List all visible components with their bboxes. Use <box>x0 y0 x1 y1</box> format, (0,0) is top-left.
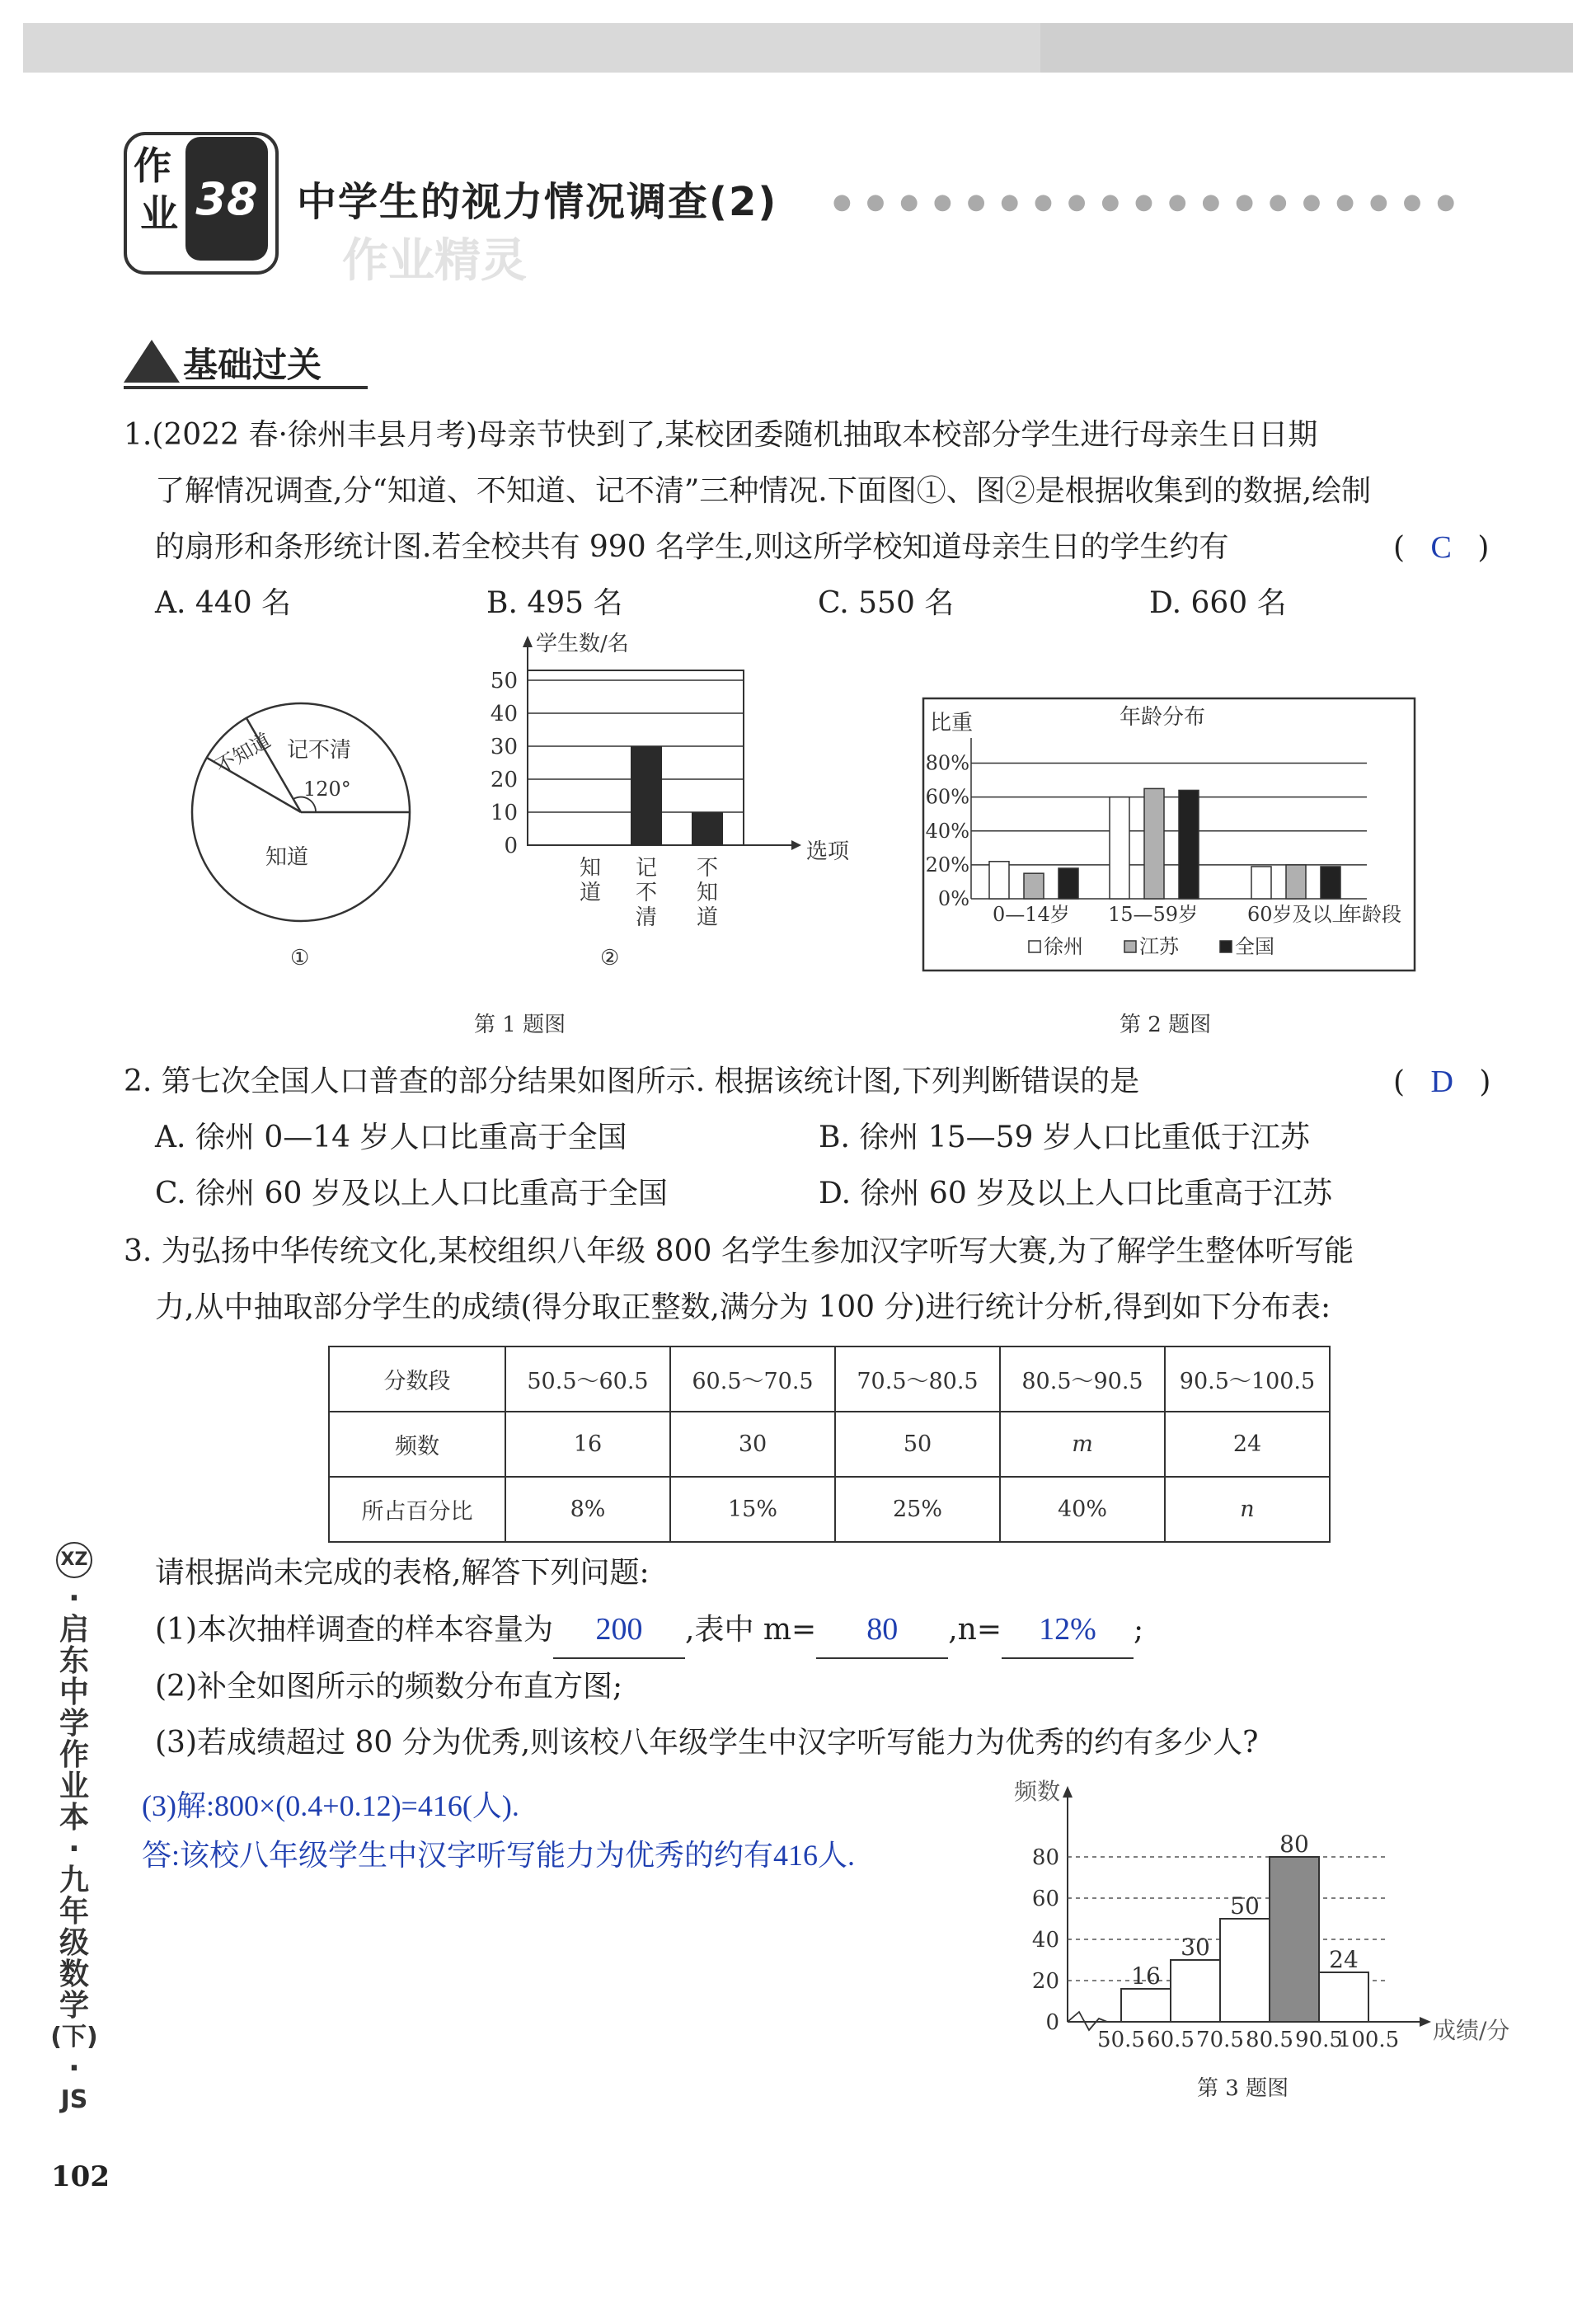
bar-全国 <box>1059 868 1078 899</box>
table-row <box>329 1477 1330 1542</box>
badge-bottom-char: 业 <box>140 191 178 236</box>
pie-label-forgot: 记不清 <box>287 738 352 763</box>
q2-answer-bracket <box>1393 1054 1490 1111</box>
x-tick-label: 60.5 <box>1147 2028 1195 2052</box>
top-scan-band-right <box>1040 23 1573 73</box>
y-tick-label: 30 <box>490 735 518 759</box>
x-tick-label: 15—59岁 <box>1108 903 1199 926</box>
legend-swatch <box>1029 941 1040 952</box>
x-axis-arrow <box>1420 2017 1431 2027</box>
side-book-title <box>49 1542 99 2116</box>
x-tick-label: 不 <box>696 856 719 881</box>
y-tick-label: 20 <box>490 768 518 792</box>
fig2-caption: 第 2 题图 <box>1120 1013 1212 1037</box>
q3-p1-text-d: ; <box>1134 1613 1144 1647</box>
side-xz-icon: XZ <box>56 1542 92 1578</box>
histogram-bar <box>1220 1919 1270 2022</box>
table-header-cell: 分数段 <box>329 1346 505 1412</box>
q1-line3: 的扇形和条形统计图.若全校共有 990 名学生,则这所学校知道母亲生日的学生约有 <box>155 530 1229 564</box>
q1-line1: 1.(2022 春·徐州丰县月考)母亲节快到了,某校团委随机抽取本校部分学生进行母亲生日日期 <box>124 418 1318 452</box>
legend-swatch <box>1124 941 1136 952</box>
y-axis-label: 频数 <box>1014 1778 1061 1805</box>
distribution-table <box>328 1346 1331 1543</box>
q3-part2: (2)补全如图所示的频数分布直方图; <box>155 1670 623 1704</box>
legend-swatch <box>1220 941 1232 952</box>
q3-answer-sample-size: 200 <box>553 1601 685 1659</box>
table-header-cell: 60.5～70.5 <box>670 1346 835 1412</box>
table-row <box>329 1412 1330 1477</box>
q2-paren-open: ( <box>1393 1065 1406 1099</box>
title-dots: ●●●●●●●●●●●●●●●●●●● <box>833 190 1471 214</box>
table-header-cell: 70.5～80.5 <box>835 1346 1000 1412</box>
bar-徐州 <box>989 862 1009 899</box>
data-label: 50 <box>1230 1892 1260 1920</box>
q3-line1: 3. 为弘扬中华传统文化,某校组织八年级 800 名学生参加汉字听写大赛,为了解学生整体听写能 <box>124 1234 1354 1268</box>
y-tick-label: 40% <box>925 819 969 843</box>
q2-option-c: C. 徐州 60 岁及以上人口比重高于全国 <box>155 1177 668 1210</box>
y-tick-label: 20 <box>1031 1969 1059 1994</box>
watermark: 作业精灵 <box>342 234 527 288</box>
q2-option-b: B. 徐州 15—59 岁人口比重低于江苏 <box>819 1121 1310 1154</box>
y-tick-label: 10 <box>490 801 518 825</box>
q2-line1: 2. 第七次全国人口普查的部分结果如图所示. 根据该统计图,下列判断错误的是 <box>124 1065 1140 1098</box>
side-char: 数 <box>59 1957 89 1991</box>
pie-label-known: 知道 <box>265 845 309 870</box>
page-title: 中学生的视力情况调查(2) <box>297 179 778 225</box>
y-tick-label: 40 <box>490 702 518 726</box>
side-char: 本 <box>59 1801 89 1835</box>
table-header-row <box>329 1346 1330 1412</box>
side-char: 东 <box>59 1644 89 1678</box>
data-label: 30 <box>1181 1934 1210 1961</box>
side-char: 启 <box>59 1613 89 1647</box>
q1-text <box>124 407 1509 576</box>
x-tick-label: 知 <box>696 881 719 905</box>
q1-option-b: B. 495 名 <box>486 586 623 620</box>
data-label: 80 <box>1279 1831 1309 1858</box>
table-cell: 30 <box>670 1412 835 1477</box>
table-cell: 8% <box>505 1477 670 1542</box>
badge-number: 38 <box>185 137 268 261</box>
bar-chart-1 <box>491 632 850 971</box>
chart-frame <box>923 698 1415 971</box>
bar-江苏 <box>1144 788 1164 899</box>
side-char: 学 <box>59 1989 89 2023</box>
figure-1 <box>181 627 890 989</box>
badge-text <box>134 142 191 237</box>
page-number: 102 <box>51 2160 110 2193</box>
pie-label-unknown: 不知道 <box>211 728 275 778</box>
section-triangle-icon <box>124 340 180 383</box>
data-label: 16 <box>1131 1962 1161 1990</box>
side-char: · <box>68 1832 80 1866</box>
table-cell: 25% <box>835 1477 1000 1542</box>
q3-part1 <box>155 1601 1523 1659</box>
pie-label-angle: 120° <box>303 778 351 801</box>
bar <box>631 746 662 845</box>
side-char: · <box>68 2051 80 2085</box>
side-char: · <box>68 1581 80 1615</box>
y-axis-arrow <box>523 636 533 647</box>
histogram-bar <box>1121 1989 1171 2022</box>
histogram-bar <box>1171 1960 1220 2022</box>
legend-label: 全国 <box>1235 935 1274 958</box>
q1-answer: C <box>1430 530 1452 565</box>
bar-caption: ② <box>600 946 620 971</box>
x-axis-label: 年龄段 <box>1342 903 1401 926</box>
y-tick-label: 50 <box>490 669 518 693</box>
pie-edge-2 <box>246 718 301 812</box>
x-tick-label: 60岁及以上 <box>1247 903 1352 926</box>
bar-全国 <box>1179 790 1199 899</box>
bar <box>692 812 723 845</box>
table-header-cell: 80.5～90.5 <box>1000 1346 1165 1412</box>
x-tick-label: 0—14岁 <box>993 903 1070 926</box>
x-tick-label: 50.5 <box>1097 2028 1145 2052</box>
q3-line2: 力,从中抽取部分学生的成绩(得分取正整数,满分为 100 分)进行统计分析,得到如下分布表: <box>155 1290 1331 1324</box>
q1-line2: 了解情况调查,分“知道、不知道、记不清”三种情况.下面图①、图②是根据收集到的数据,绘制 <box>155 474 1372 508</box>
x-tick-label: 70.5 <box>1196 2028 1244 2052</box>
x-axis-label: 选项 <box>806 839 850 864</box>
q1-options <box>155 576 1490 632</box>
q1-answer-bracket <box>1393 519 1489 576</box>
y-tick-label: 0 <box>1045 2010 1059 2035</box>
fig3-caption: 第 3 题图 <box>1197 2076 1289 2101</box>
legend-label: 江苏 <box>1139 935 1179 958</box>
figure-3-histogram <box>998 1773 1525 2070</box>
q3-subquestions <box>155 1545 1523 1771</box>
q3-solution-line1: (3)解:800×(0.4+0.12)=416(人). <box>142 1789 519 1822</box>
side-char: JS <box>60 2085 88 2114</box>
q1-paren-close: ) <box>1477 531 1490 565</box>
q3-text <box>124 1224 1525 1336</box>
q1-paren-open: ( <box>1393 531 1406 565</box>
bar-江苏 <box>1024 873 1044 899</box>
side-char: 学 <box>59 1707 89 1741</box>
y-tick-label: 0 <box>504 834 518 858</box>
table-cell: m <box>1000 1412 1165 1477</box>
q2-option-d: D. 徐州 60 岁及以上人口比重高于江苏 <box>819 1177 1333 1210</box>
x-tick-label: 100.5 <box>1337 2028 1400 2052</box>
histogram-bar <box>1270 1857 1319 2022</box>
y-tick-label: 60 <box>1031 1887 1059 1911</box>
chart-title: 年龄分布 <box>1120 705 1206 730</box>
badge-top-char: 作 <box>134 143 171 188</box>
y-tick-label: 0% <box>937 887 969 910</box>
table-cell: 50 <box>835 1412 1000 1477</box>
y-tick-label: 80% <box>925 751 969 775</box>
q2-option-a: A. 徐州 0—14 岁人口比重高于全国 <box>155 1121 627 1154</box>
table-header-cell: 50.5～60.5 <box>505 1346 670 1412</box>
bar-徐州 <box>1251 867 1271 899</box>
x-tick-label: 道 <box>696 905 719 930</box>
q3-p1-text-a: (1)本次抽样调查的样本容量为 <box>155 1613 553 1647</box>
q3-answer-m: 80 <box>816 1601 948 1659</box>
q1-option-a: A. 440 名 <box>155 586 292 620</box>
side-char: 业 <box>59 1769 89 1803</box>
q3-p1-text-b: ,表中 m= <box>685 1613 817 1647</box>
y-tick-label: 80 <box>1031 1845 1059 1870</box>
x-tick-label: 记 <box>635 856 658 881</box>
q3-intro: 请根据尚未完成的表格,解答下列问题: <box>155 1556 650 1590</box>
q3-part3: (3)若成绩超过 80 分为优秀,则该校八年级学生中汉字听写能力为优秀的约有多少人? <box>155 1726 1259 1760</box>
x-tick-label: 知 <box>579 856 602 881</box>
table-cell: 40% <box>1000 1477 1165 1542</box>
x-tick-label: 90.5 <box>1295 2028 1343 2052</box>
x-tick-label: 不 <box>635 881 658 905</box>
q3-answer-n: 12% <box>1002 1601 1134 1659</box>
x-axis-label: 成绩/分 <box>1433 2017 1510 2044</box>
q1-option-d: D. 660 名 <box>1149 586 1287 620</box>
x-tick-label: 清 <box>635 905 658 930</box>
table-cell: n <box>1165 1477 1330 1542</box>
pie-caption: ① <box>290 946 310 971</box>
q2-options <box>155 1110 1507 1222</box>
bar-江苏 <box>1286 865 1306 899</box>
table-cell: 频数 <box>329 1412 505 1477</box>
y-axis-label: 比重 <box>930 711 974 736</box>
table-cell: 16 <box>505 1412 670 1477</box>
y-tick-label: 60% <box>925 785 969 809</box>
fig1-caption: 第 1 题图 <box>474 1013 566 1037</box>
table-header-cell: 90.5～100.5 <box>1165 1346 1330 1412</box>
side-char: 作 <box>59 1738 89 1772</box>
bar-徐州 <box>1110 797 1129 899</box>
y-axis-arrow <box>1063 1786 1073 1798</box>
table-cell: 15% <box>670 1477 835 1542</box>
y-tick-label: 20% <box>925 853 969 877</box>
q3-p1-text-c: ,n= <box>948 1613 1002 1647</box>
bar-全国 <box>1321 867 1340 899</box>
section-title: 基础过关 <box>183 345 322 385</box>
side-char: 中 <box>59 1675 89 1709</box>
table-cell: 24 <box>1165 1412 1330 1477</box>
side-char: (下) <box>50 2023 98 2051</box>
q2-answer: D <box>1430 1065 1453 1099</box>
q2-paren-close: ) <box>1479 1065 1491 1099</box>
q3-solution-line2: 答:该校八年级学生中汉字听写能力为优秀的约有416人. <box>142 1839 856 1872</box>
q1-option-c: C. 550 名 <box>818 586 955 620</box>
pie-chart <box>192 703 410 971</box>
x-tick-label: 80.5 <box>1246 2028 1293 2052</box>
side-char: 九 <box>59 1863 89 1897</box>
x-tick-label: 道 <box>579 881 602 905</box>
y-axis-label: 学生数/名 <box>536 632 629 656</box>
figure-2-age-chart <box>922 697 1416 977</box>
x-axis-arrow <box>791 840 801 850</box>
side-char: 年 <box>59 1895 89 1929</box>
legend-label: 徐州 <box>1044 935 1083 958</box>
table-cell: 所占百分比 <box>329 1477 505 1542</box>
y-tick-label: 40 <box>1031 1928 1059 1953</box>
data-label: 24 <box>1329 1946 1359 1973</box>
histogram-bar <box>1319 1972 1368 2022</box>
q3-solution <box>142 1781 855 1880</box>
side-char: 级 <box>59 1926 89 1960</box>
